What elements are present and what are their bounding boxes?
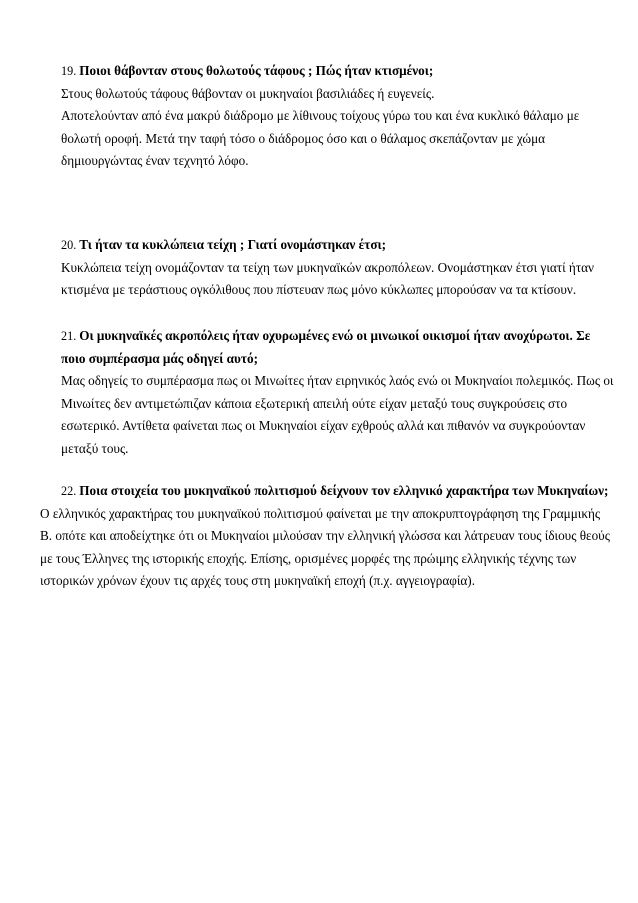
question-line: [61, 60, 579, 83]
question-22: [40, 480, 610, 593]
answer-line: Κυκλώπεια τείχη ονομάζονταν τα τείχη των μυκηναϊκών ακροπόλεων. Ονομάστηκαν έτσι γιατί ήταν: [61, 259, 594, 275]
question-text: Ποιοι θάβονταν στους θολωτούς τάφους ; Πώς ήταν κτισμένοι;: [79, 63, 434, 78]
answer-line: θολωτή οροφή. Μετά την ταφή τόσο ο διάδρομος όσο και ο θάλαμος σκεπάζονταν με χώμα: [61, 130, 546, 146]
question-number: 19.: [61, 64, 77, 78]
answer-line: Ο ελληνικός χαρακτήρας του μυκηναϊκού πολιτισμού φαίνεται με την αποκρυπτογράφηση της Γραμμικής: [40, 505, 601, 521]
answer-line: Μας οδηγείς το συμπέρασμα πως οι Μινωίτες ήταν ειρηνικός λαός ενώ οι Μυκηναίοι πολεμικός. Πως οι: [61, 373, 614, 388]
question-line: [40, 480, 610, 503]
question-text: Οι μυκηναϊκές ακροπόλεις ήταν οχυρωμένες ενώ οι μινωικοί οικισμοί ήταν ανοχύρωτοι. Σε: [79, 328, 591, 343]
answer-line: μεταξύ τους.: [61, 440, 129, 456]
answer-line: δημιουργώντας έναν τεχνητό λόφο.: [61, 153, 249, 168]
answer-line: Β. οπότε και αποδείχτηκε ότι οι Μυκηναίοι μιλούσαν την ελληνική γλώσσα και λάτρευαν τους ίδιους θεούς: [40, 528, 610, 543]
answer-line: εσωτερικό. Αντίθετα φαίνεται πως οι Μυκηναίοι είχαν εχθρούς αλλά και πιθανόν να συγκρούονταν: [61, 418, 586, 433]
question-text: Τι ήταν τα κυκλώπεια τείχη ; Γιατί ονομάστηκαν έτσι;: [79, 237, 386, 252]
answer-line: κτισμένα με τεράστιους ογκόλιθους που πίστευαν πως μόνο κύκλωπες μπορούσαν να τα κτίσουν.: [61, 282, 577, 297]
question-21: [61, 325, 613, 460]
question-text: Ποια στοιχεία του μυκηναϊκού πολιτισμού δείχνουν τον ελληνικό χαρακτήρα των Μυκηναίων;: [79, 483, 609, 498]
question-number: 20.: [61, 238, 77, 252]
answer-line: Στους θολωτούς τάφους θάβονταν οι μυκηναίοι βασιλιάδες ή ευγενείς.: [61, 85, 435, 101]
question-text-continued: ποιο συμπέρασμα μάς οδηγεί αυτό;: [61, 350, 258, 366]
answer-line: με τους Έλληνες της ιστορικής εποχής. Επίσης, ορισμένες μορφές της πρώιμης ελληνικής τέχνης των: [40, 550, 577, 566]
question-19: [61, 60, 579, 173]
answer-line: Αποτελούνταν από ένα μακρύ διάδρομο με λίθινους τοίχους γύρω του και ένα κυκλικό θάλαμο με: [61, 108, 580, 123]
question-line: [61, 234, 594, 257]
answer-line: ιστορικών χρόνων έχουν τις αρχές τους στη μυκηναϊκή εποχή (π.χ. αγγειογραφία).: [40, 573, 475, 588]
answer-line: Μινωίτες δεν αντιμετώπιζαν κάποια εξωτερική απειλή ούτε είχαν μεταξύ τους συγκρούσεις στο: [61, 395, 568, 411]
question-20: [61, 234, 594, 302]
question-number: 21.: [61, 329, 77, 343]
question-line: [61, 325, 613, 348]
question-number: 22.: [61, 484, 77, 498]
